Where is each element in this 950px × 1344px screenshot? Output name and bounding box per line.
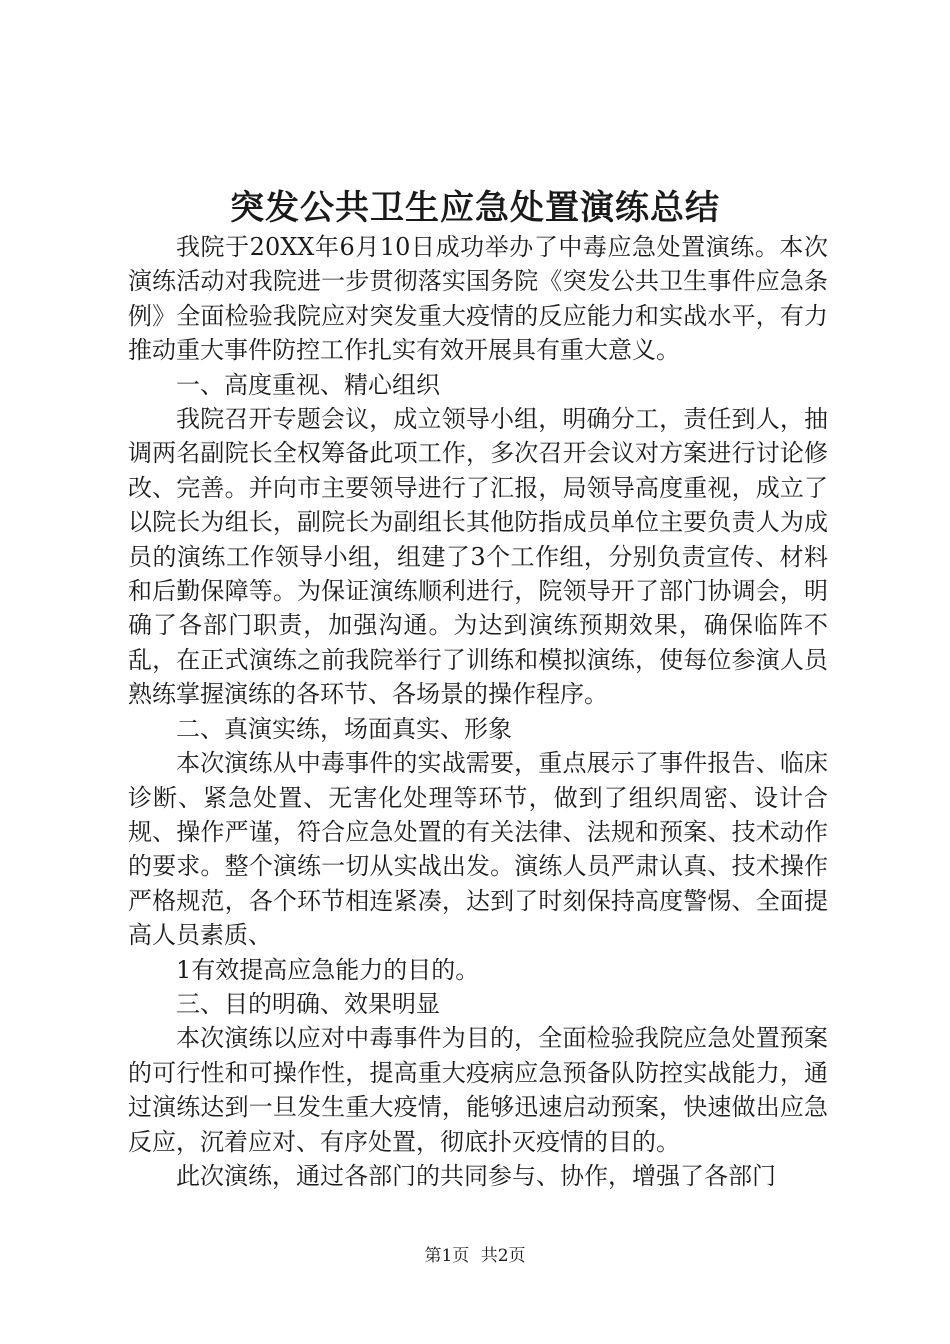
paragraph-section-2-cont: 1有效提高应急能力的目的。 bbox=[176, 955, 480, 984]
section-heading-1: 一、高度重视、精心组织 bbox=[176, 370, 440, 399]
paragraph-intro: 我院于20XX年6月10日成功举办了中毒应急处置演练。本次演练活动对我院进一步贯彻落实国务院《突发公共卫生事件应急条例》全面检验我院应对突发重大疫情的反应能力和实战水平，有力推动重大事件防控工作扎实有效开展具有重大意义。 bbox=[128, 233, 828, 365]
page-total: 共2页 bbox=[480, 1246, 526, 1266]
paragraph-closing: 此次演练，通过各部门的共同参与、协作，增强了各部门 bbox=[176, 1161, 776, 1190]
section-heading-2: 二、真演实练，场面真实、形象 bbox=[176, 714, 512, 743]
paragraph-section-1: 我院召开专题会议，成立领导小组，明确分工，责任到人，抽调两名副院长全权筹备此项工作，多次召开会议对方案进行讨论修改、完善。并向市主要领导进行了汇报，局领导高度重视，成立了以院长为组长，副院长为副组长其他防指成员单位主要负责人为成员的演练工作领导小组，组建了3个工作组，分别负责宣传、材料和后勤保障等。为保证演练顺利进行，院领导开了部门协调会，明确了各部门职责，加强沟通。为达到演练预期效果，确保临阵不乱，在正式演练之前我院举行了训练和模拟演练，使每位参演人员熟练掌握演练的各环节、各场景的操作程序。 bbox=[128, 405, 828, 709]
page-footer bbox=[0, 1244, 950, 1268]
paragraph-section-3: 本次演练以应对中毒事件为目的，全面检验我院应急处置预案的可行性和可操作性，提高重大疫病应急预备队防控实战能力，通过演练达到一旦发生重大疫情，能够迅速启动预案，快速做出应急反应，沉着应对、有序处置，彻底扑灭疫情的目的。 bbox=[128, 1024, 828, 1156]
document-body bbox=[128, 230, 828, 1193]
paragraph-section-2: 本次演练从中毒事件的实战需要，重点展示了事件报告、临床诊断、紧急处置、无害化处理等环节，做到了组织周密、设计合规、操作严谨，符合应急处置的有关法律、法规和预案、技术动作的要求。整个演练一切从实战出发。演练人员严肃认真、技术操作严格规范，各个环节相连紧凑，达到了时刻保持高度警惕、全面提高人员素质、 bbox=[128, 749, 828, 950]
document-title: 突发公共卫生应急处置演练总结 bbox=[230, 188, 720, 228]
page-number: 第1页 bbox=[424, 1246, 470, 1266]
section-heading-3: 三、目的明确、效果明显 bbox=[176, 989, 440, 1018]
